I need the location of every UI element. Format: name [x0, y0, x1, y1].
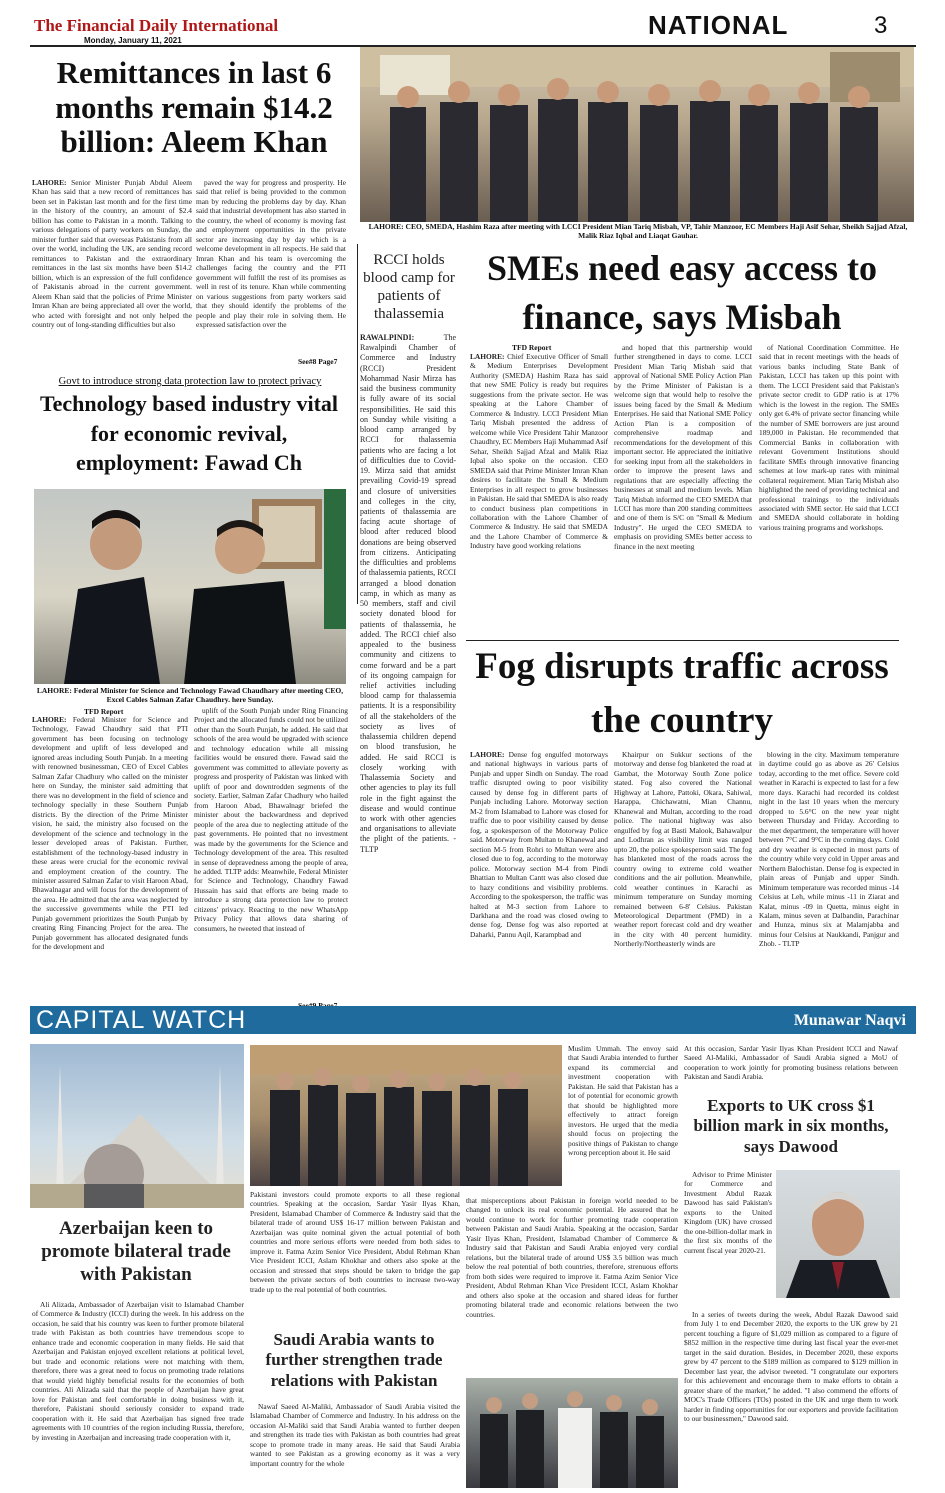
photo-icci-saudi — [466, 1378, 678, 1488]
dateline: LAHORE: — [32, 715, 67, 724]
article-text: that misperceptions about Pakistan in foreign world needed to be changed to unlock its real economic potential. He assured that he would continue to work for further promoting trade cooperation between Pakistan and Saudi Arabia. Speaking at the occasion, Sardar Yasir Ilyas Khan, President, Islamabad Chamber of Commerce & Industry said that Pakistan and Saudi Arabia enjoyed very cordial relations, but the bilateral trade of around US$ 3.5 billion was much below the real potential of both countries, therefore, strenuous efforts from both sides were required to improve it. Fatma Azim Senior Vice President, Abdul Rehman Khan Vice President ICCI, Aslam Khokhar and others also spoke at the occasion and shared ideas for further promoting bilateral trade and economic relations between the two countries. — [466, 1196, 678, 1319]
columnist-name: Munawar Naqvi — [793, 1012, 906, 1029]
mou-text — [684, 1044, 898, 1086]
article-text: Ali Alizada, Ambassador of Azerbaijan visit to Islamabad Chamber of Commerce & Industry (ICCI) during the week. In his address on the occasion, he said that his country was keen to further promote bilateral trade with Pakistan as both countries have tremendous scope to enhance trade and economic cooperation in many fields. He said that Azerbaijan and Pakistan enjoyed excellent relations at political level, but trade and economic relations were not matching with them, therefore, there was a great need to focus on promoting trade relations that would yield highly beneficial results for the economies of both countries. Ali Alizada said that the people of Azerbaijan have great love for Pakistan and feel comfortable in doing business with it, therefore, Pakistani should seriously consider to expand trade cooperation with it. He said that Azerbaijan has signed free trade agreements with 10 countries of the region including Russia, therefore, by investing in Azerbaijan and increasing trade cooperation with it, — [32, 1300, 244, 1442]
caption-smeda: LAHORE: CEO, SMEDA, Hashim Raza after meeting with LCCI President Mian Tariq Misbah, VP, Tahir Manzoor, EC Members Haji Asif Sehar, Sheikh Sajjad Afzal, Malik Riaz Iqbal and Liaqat Gauhar. — [368, 222, 908, 240]
article-text: The Rawalpindi Chamber of Commerce and Industry (RCCI) President Mohammad Nasir Mirza has said the business community is fully aware of its social responsibilities. He said this on Sunday while visiting a blood camp arranged by RCCI for thalassemia patients who are facing a lot of difficulties due to Covid-19. Mirza said that amidst prevailing Covid-19 spread and closure of universities and colleges in the city, patients of thalassemia are facing acute shortage of blood after reduced blood donations are being observed from citizens. Anticipating the difficulties and problems of thalassemia patients, RCCI arranged a blood donation camp, in which as many as 50 members, staff and civil society donated blood for patients of thalassemia, he added. The RCCI chief also appealed to the business community and citizens to come forward and be a part of its ongoing campaign for relief activities including blood camp for thalassemia patients. It is a responsibility of all the stakeholders of the society as lives of thalassemia children depend on blood transfusion, he added. He said RCCI is closely working with Thalassemia Society and other agencies to play its full role in the fight against the disease and would continue to work with other agencies and organisations to alleviate the plight of the patients. - TLTP — [360, 333, 456, 854]
article-text: and hoped that this partnership would further strengthened in days to come. LCCI President Mian Tariq Misbah said that approval of National SME Policy Action Plan by the Prime Minister of Pakistan is a welcome sign that would help to resolve the issues being faced by the Small & Medium Enterprises. He said that National SME Policy Action Plan is a composition of comprehensive roadmap and recommendations for the development of this important sector. He appreciated the initiative for seeking input from all the stakeholders in order to improve the present laws and regulations that are especially affecting the businesses at small and medium levels. Mian Tariq Misbah informed the CEO SMEDA that LCCI has more than 200 standing committees and one of them is S/C on "Small & Medium Industry". He urged the CEO SMEDA to emphasis on providing SMEs better access to finance in the next meeting — [614, 343, 752, 551]
headline-smes: SMEs need easy access to finance, says Misbah — [487, 248, 877, 337]
column-title: CAPITAL WATCH — [36, 1006, 247, 1034]
photo-fawad-meeting — [34, 489, 346, 684]
fog-col2 — [614, 750, 752, 1008]
group-photo-icon — [360, 47, 914, 222]
fog-col1 — [470, 750, 608, 1008]
photo-smeda-meeting — [360, 47, 914, 222]
photo-razak-dawood — [776, 1170, 900, 1298]
article-text: Pakistani investors could promote exports to all these regional countries. Speaking at the occasion, Sardar Yasir Ilyas Khan, President, Islamabad Chamber of Commerce & Industry said that the bilateral trade of around US$ 16-17 million between Pakistan and Azerbaijan was quite nominal given the actual potential of both countries and more serious efforts were needed from both sides to improve it. Fatma Azim Senior Vice President, Abdul Rehman Khan Vice President ICCI, Aslam Khokhar and others also spoke at the occasion and stressed that steps should be taken to bridge the gap between the private sectors of both countries to increase two-way trade up to the real potential of both countries. — [250, 1190, 460, 1294]
section-title: NATIONAL — [648, 10, 789, 40]
headline-remittances: Remittances in last 6 months remain $14.2 billion: Aleem Khan — [55, 55, 333, 160]
saudi-text-continued — [466, 1196, 678, 1372]
group-photo-icon — [466, 1378, 678, 1488]
photo-icci-azerbaijan — [250, 1045, 562, 1186]
byline: TFD Report — [512, 343, 552, 352]
exports-text-wrap — [684, 1170, 772, 1306]
headline-fog: Fog disrupts traffic across the country — [475, 646, 889, 741]
article-text: Muslim Ummah. The envoy said that Saudi Arabia intended to further expand its commercial and investment cooperation with Pakistan. He said that Pakistan has a lot of potential for economic growth that should be highlighted more effectively to attract foreign investors. He urged that the media should focus on projecting the positive things of Pakistan to change wrong perception about it. He said — [568, 1044, 678, 1158]
article-text: of National Coordination Committee. He said that in recent meetings with the heads of various banks including State Bank of Pakistan, LCCI has taken up this point with them. The LCCI President said that Pakistan's private sector credit to GDP ratio is at 17% which is the lowest in the region. The SMEs only get 6.4% of private sector financing while the number of SME borrowers are just around 189,000 in Pakistan. He recommended that Commercial Banks in collaboration with relevant Government Institutions should facilitate SMEs through innovative financing schemes at low mark-up rates with minimal collateral requirement. Mian Tariq Misbah also highlighted the need of providing technical and professional trainings to the individuals associated with SME sector. He said that LCCI and SMEDA should collaborate in holding various training programs and workshops. — [759, 343, 899, 532]
article-text: paved the way for progress and prosperity. He said that relief is being provided to the common man by reducing the problems day by day. Khan said that industrial development has also started in the country, the wheel of economy is moving fast and employment opportunities in the private sector are increasing day by day which is a welcome development in all respects. He said that Imran Khan and his team is overcoming the challenges facing the country and the PTI government will fulfill the rest of its promises as well in rest of its tenure. Khan while commenting on various suggestions from party workers said that they should identify the problems of the people and play their role in solving them. He expressed satisfaction over the — [196, 178, 346, 330]
mosque-icon — [30, 1044, 244, 1208]
article-text: blowing in the city. Maximum temperature in daytime could go as above as 26' Celsius today, according to the met office. Severe cold weather in Karachi is expected to last for a few more days. Karachi had recorded its coldest night in the last 10 years when the mercury dropped to 5.6°C on the new year night between Thursday and Friday. According to the met department, the temperature will hover between 7°C and 9°C in the coming days. Cold and dry weather is expected in most parts of the country while very cold in Upper areas and Northern Balochistan. Dense fog is expected in plain areas of Punjab and upper Sindh. Minimum temperature was recorded minus -14 Celsius at Leh, while minus -11 in Ziarat and Kalat, minus -09 in Quetta, minus eight in Kalam, minus seven at Dalbandin, Parachinar and Hunza, minus six at Malamjabba and minus four Celsius at Naukkandi, Panjgur and Zhob. - TLTP — [759, 750, 899, 949]
saudi-text-top — [568, 1044, 678, 1194]
thalassemia-text — [360, 333, 456, 854]
jump-reference: See#8 Page7 — [298, 357, 338, 366]
article-text: Khairpur on Sukkur sections of the motorway and dense fog blanketed the road at Gambat, the Motorway South Zone police stated. Fog also covered the National Highway at Lahore, Pattoki, Okara, Sahiwal, Harappa, Chichawatni, Mian Channu, Khanewal and Multan, according to the road police. The national highway was also engulfed by fog at Basti Malook, Bahawalpur and Lodhran as visibility limit was ranged upto 20, the police spokesperson said. The fog has blanketed most of the roads across the country owing to extreme cold weather conditions and the air pollution. Meanwhile, cold weather continues in Karachi as minimum temperature on Sunday morning remained between 6-8' Celsius. Pakistan Meteorological Department (PMD) in a weather report forecast cold and dry weather in the city with 40 percent humidity. Northerly/Northeasterly winds are — [614, 750, 752, 949]
article-text: Dense fog engulfed motorways and national highways in various parts of Punjab and upper Sindh on Sunday. The road traffic disrupted owing to poor visibility caused by dense fog in different parts of Punjab including Lahore. Motorway section M-2 from Islamabad to Lahore was closed for traffic due to poor visibility caused by dense fog, a spokesperson of the Motorway Police said. Motorway from Multan to Khanewal and section M-5 from Rohri to Multan were also closed due to fog, according to the motorway police. Motorway section M-4 from Pindi Bhattian to Multan Cantt was also closed due to hazy conditions and visibility problems. According to the spokesperson, the traffic was halted at M-3 section from Lahore to Darkhana and the road was closed owing to dense fog. Dense fog was also reported at Daharki, Pannu Aqil, Karampbad and — [470, 750, 608, 939]
fog-col3 — [759, 750, 899, 1008]
article-text: In a series of tweets during the week, Abdul Razak Dawood said from July 1 to end December 2020, the exports to the UK grew by 21 percent touching a figure of $1,029 million as compared to a figure of $852 million in the respective time during last fiscal year the ever-met target in the said duration. Besides, in December 2020, these exports grew by 47 percent to the $189 million as compared to $129 million in December last year, the advisor tweeted. "I congratulate our exporters for this achievement and encourage them to make efforts to obtain a greater share of the market," he added. "I also commend the efforts of MOC's Trade Officers (TOs) posted in the UK and urge them to work harder in finding opportunities for our exporters and provide facilitation to our businessmen," Dawood said. — [684, 1310, 898, 1424]
article-text: Senior Minister Punjab Abdul Aleem Khan has said that a new record of remittances has been set in Pakistan last month and for the first time in the history of the country, an amount of $2.4 billion has come to Pakistan in a month. Talking to various delegations of party workers on Sunday, the minister further said that overseas Pakistanis from all over the world, including the UK, are sending record remittances to Pakistan and the extraordinary remittances in the last six months have been $14.2 billion, which is an expression of the full confidence of Pakistanis abroad in the current government. Aleem Khan said that the policies of Prime Minister Imran Khan are being appreciated all over the world, who acted with foresight and not only helped the country out of long-standing difficulties but also — [32, 178, 192, 330]
paper-name: The Financial Daily International — [34, 16, 279, 35]
page-number: 3 — [874, 12, 888, 39]
remittances-col2 — [196, 178, 346, 358]
photo-faisal-mosque — [30, 1044, 244, 1208]
smes-col1 — [470, 352, 608, 637]
azerbaijan-text — [32, 1300, 244, 1486]
article-text: Nawaf Saeed Al-Maliki, Ambassador of Saudi Arabia visited the Islamabad Chamber of Commerce and Industry. In his address on the occasion Al-Maliki said that Saudi Arabia wanted to further deepen and strengthen its trade ties with Pakistan as both countries had great scope to promote trade in many areas. He said that Saudi Arabia wanted to see Pakistan as a growing economy as it was a very important country for the whole — [250, 1402, 460, 1468]
technology-col1 — [32, 715, 188, 1010]
group-photo-icon — [250, 1045, 562, 1186]
saudi-text — [250, 1402, 460, 1486]
dateline: LAHORE: — [32, 178, 67, 187]
smes-col3 — [759, 343, 899, 637]
byline: TFD Report — [84, 707, 124, 716]
kicker-data-protection: Govt to introduce strong data protection law to protect privacy — [58, 376, 322, 387]
caption-fawad: LAHORE: Federal Minister for Science and Technology Fawad Chaudhary after meeting CEO, Excel Cables Salman Zafar Chaudhry. here Sunday. — [36, 686, 344, 704]
article-text: Federal Minister for Science and Technology, Fawad Chaudhry said that PTI government has been focusing on technology development and uplift of less developed and ignored areas including South Punjab. In a meeting with renowned businessman, CEO of Excel Cables Salman Zafar Chadhury who called on the minister here on Sunday, the minister said admitting that there was no development in the field of science and technology specially in these Southern Punjab districts. By the direction of the Prime Minister vision, he said, the ministry also focused on the development of the science and technology in the lesser developed areas of Pakistan. Further, establishment of the technology-based industry in these areas were crucial for the economic revival and employment creation of the country. The minister assured Salman Zafar to visit Haroon Abad, Bhawalnagar and will focus for the development of the area. He admitted that the area was neglected by the successive governments while the PTI led Punjab government prioritizes the South Punjab by creating Ring Financing Project for the area. The Punjab government has allocated designated funds for the development and — [32, 715, 188, 952]
article-text: At this occasion, Sardar Yasir Ilyas Khan President ICCI and Nawaf Saeed Al-Maliki, Ambassador of Saudi Arabia signed a MoU of cooperation to work jointly for promoting business relations between Pakistan and Saudi Arabia. — [684, 1044, 898, 1082]
headline-exports: Exports to UK cross $1 billion mark in six months, says Dawood — [693, 1096, 889, 1156]
headline-thalassemia: RCCI holds blood camp for patients of thalassemia — [363, 252, 455, 322]
headline-saudi: Saudi Arabia wants to further strengthen trade relations with Pakistan — [265, 1330, 443, 1390]
exports-text — [684, 1310, 898, 1490]
headline-technology: Technology based industry vital for economic revival, employment: Fawad Ch — [39, 391, 339, 476]
smes-col2 — [614, 343, 752, 637]
azerbaijan-text-continued — [250, 1190, 460, 1318]
dateline: LAHORE: — [470, 352, 505, 361]
dateline: RAWALPINDI: — [360, 333, 415, 342]
capital-watch-band — [30, 1006, 916, 1034]
article-text: Advisor to Prime Minister for Commerce and Investment Abdul Razak Dawood has said Pakistan's exports to the United Kingdom (UK) have crossed the one-billion-dollar mark in the first six months of the current fiscal year 2020-21. — [684, 1170, 772, 1255]
technology-col2 — [194, 706, 348, 1002]
article-text: Chief Executive Officer of Small & Medium Enterprises Development Authority (SMEDA) Hashim Raza has said that new SME Policy is ready but requires suggestions from the private sector. He was speaking at the Lahore Chamber of Commerce & Industry. LCCI President Mian Tariq Misbah presented the address of welcome while Vice President Tahir Manzoor Chaudhry, EC Members Haji Muhammad Asif Sehar, Sheikh Sajjad Afzal and Malik Riaz Iqbal also spoke on the occasion. CEO SMEDA said that Prime Minister Imran Khan desires to facilitate the Small & Medium Enterprises in all respect to grow businesses in Pakistan. He said that SMEDA is also ready to conduct business plan competitions in collaboration with the Lahore Chamber of Commerce & Industry. He said that SMEDA and the Lahore Chamber of Commerce & Industry have good working relations — [470, 352, 608, 551]
remittances-col1 — [32, 178, 192, 366]
headline-azerbaijan: Azerbaijan keen to promote bilateral trade with Pakistan — [41, 1218, 231, 1285]
portrait-icon — [776, 1170, 900, 1298]
dateline: LAHORE: — [470, 750, 505, 759]
portrait-photo-icon — [34, 489, 346, 684]
issue-date: Monday, January 11, 2021 — [84, 36, 182, 45]
article-text: uplift of the South Punjab under Ring Financing Project and the allocated funds could not be utilized other than the South Punjab, he added. He said that schools of the area would be upgraded with science and technology education while all missing facilities would be ensured there. Fawad said the government was committed to alleviate poverty as progress and prosperity of Pakistan was linked with uplift of poor and downtrodden segments of the society. Earlier, Salman Zafar Chadhury who hailed from Haroon Abad, Bhawalnagr briefed the minister about the backwardness and deprived people of the area due to neglecting attitude of the past governments. He pointed that no investment was made by the governments for the Science and Technology development of the area. This resulted in sense of depravedness among the people of area, he added. TLTP adds: Meanwhile, Federal Minister for Science and Technology, Chaudhry Fawad Hussain has said that efforts are being made to introduce a strong data protection law to protect citizens' privacy. Reacting to the new WhatsApp Privacy Policy that allows data sharing of consumers, he tweeted that instead of — [194, 706, 348, 933]
